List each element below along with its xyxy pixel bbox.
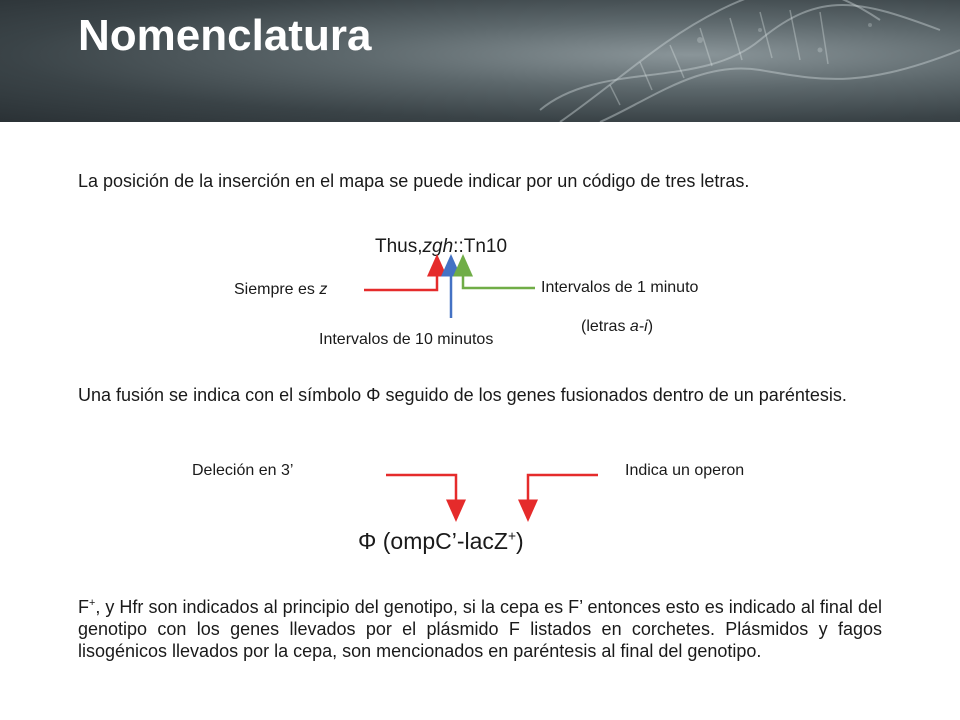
formula-superscript: + <box>507 528 517 544</box>
para3-f: F <box>78 597 89 617</box>
label-siempre-z <box>234 281 327 299</box>
label-intervalos-10-minutos: Intervalos de 10 minutos <box>319 331 494 348</box>
red-arrow-delecion <box>386 475 456 512</box>
genotype-suffix: ::Tn10 <box>453 236 508 257</box>
paragraph-insertion-position: La posición de la inserción en el mapa se puede indicar por un código de tres letras. <box>78 171 750 191</box>
red-arrow-siempre <box>364 264 437 290</box>
label-intervalos-1-minuto: Intervalos de 1 minuto <box>541 279 699 296</box>
page-title: Nomenclatura <box>78 11 372 60</box>
letras-italic: a-i <box>629 318 648 335</box>
label-letras-a-i <box>581 318 653 336</box>
para3-f-superscript: + <box>89 597 96 609</box>
red-arrow-operon <box>528 475 598 512</box>
siempre-italic: z <box>319 281 328 298</box>
formula-close: ) <box>516 528 524 554</box>
formula-main: Φ (ompC’-lacZ <box>358 528 508 554</box>
para3-text: , y Hfr son indicados al principio del genotipo, si la cepa es F’ entonces esto es indicado al final del genotipo con los genes llevados por el plásmido F listados en corchetes. Plásmidos y fagos lisogénicos llevados por la cepa, son mencionados en paréntesis al final del genotipo. <box>78 597 882 661</box>
genotype-prefix: Thus, <box>375 236 423 257</box>
label-delecion: Deleción en 3’ <box>192 462 294 479</box>
genotype-example <box>375 236 507 258</box>
label-operon: Indica un operon <box>625 462 745 479</box>
genotype-code: zgh <box>422 236 454 257</box>
letras-close: ) <box>647 318 654 335</box>
paragraph-fusion: Una fusión se indica con el símbolo Φ seguido de los genes fusionados dentro de un paréntesis. <box>78 385 847 405</box>
letras-open: (letras <box>581 318 630 335</box>
green-arrow-1-minuto <box>463 264 535 288</box>
paragraph-genotype-notation <box>78 596 882 662</box>
fusion-formula <box>358 528 524 555</box>
siempre-text: Siempre es <box>234 281 320 298</box>
header-banner <box>0 0 960 122</box>
